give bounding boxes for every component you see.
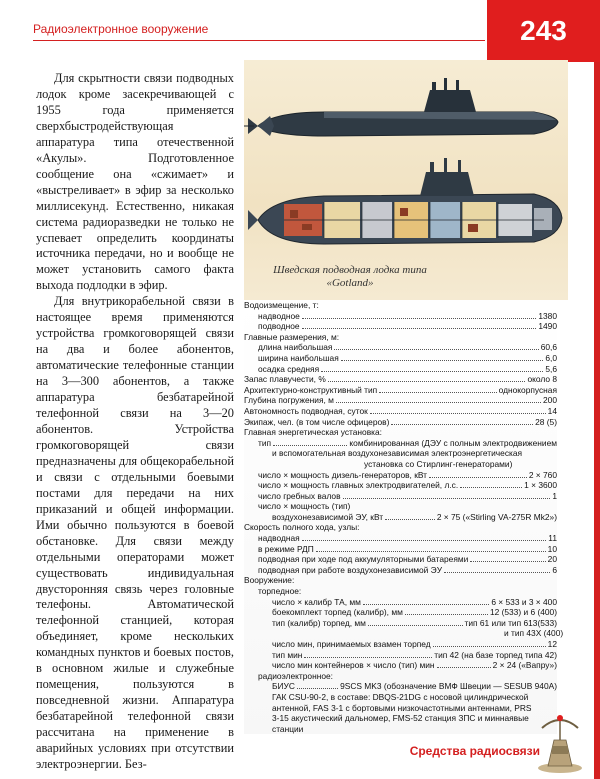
spec-leader [302,540,547,541]
spec-label: подводное [258,321,300,332]
spec-row [244,364,557,375]
spec-value: 6 × 533 и 3 × 400 [491,596,557,607]
spec-leader [405,614,488,615]
spec-leader [429,477,527,478]
spec-label: число мин, принимаемых взамен торпед [272,639,431,649]
spec-row [244,533,557,544]
spec-label: длина наибольшая [258,342,333,353]
spec-row [244,311,557,322]
spec-label: Экипаж, чел. (в том числе офицеров) [244,416,390,427]
spec-value: 11 [548,533,557,544]
spec-heading: ГАК CSU-90-2, в составе: DBQS-21DG с носовой цилиндрической [272,691,529,702]
spec-leader [328,381,526,382]
spec-leader [302,328,537,329]
spec-value: 12 (533) и 6 (400) [489,607,557,618]
spec-value: 5,6 [545,363,557,374]
spec-leader [370,413,546,414]
spec-value: 1 [552,490,557,501]
page-number: 243 [487,0,600,62]
spec-leader [470,561,545,562]
spec-leader [304,657,432,658]
spec-value: около 8 [527,374,557,385]
spec-heading: 3-15 акустический дальномер, FMS-52 станция ЗПС и миннаявые [272,713,529,724]
spec-leader [363,604,489,605]
spec-value: 12 [547,639,557,649]
illustration-caption [250,264,450,290]
spec-value: 1490 [538,321,557,332]
spec-value: 6,0 [545,352,557,363]
spec-heading: торпедное: [258,586,302,597]
spec-row [244,554,557,565]
spec-heading: антенной, FAS 3-1 с бортовыми низкочастотными антеннами, PRS [272,702,532,713]
spec-label: Запас плавучести, % [244,374,326,385]
spec-label: число × мощность дизель-генераторов, кВт [258,469,428,480]
spec-value: 28 (5) [535,416,557,427]
spec-heading: установка со Стирлинг-генераторами) [364,458,513,469]
spec-label: число × калибр ТА, мм [272,596,361,607]
spec-heading: число × мощность (тип) [258,501,351,512]
spec-heading: Главная энергетическая установка: [244,427,383,438]
spec-heading: станции [272,723,304,734]
spec-leader [444,572,550,573]
spec-label: подводная при работе воздухонезависимой ЭУ [258,564,443,575]
spec-value: комбинированная (ДЭУ с полным электродвижением [349,437,557,448]
spec-row [244,395,557,406]
submarine-cutaway-icon [248,158,562,244]
spec-leader [273,445,347,446]
spec-heading: Скорость полного хода, узлы: [244,522,360,533]
spec-row [244,385,557,396]
spec-value: 60,6 [540,342,557,353]
spec-label: воздухонезависимой ЭУ, кВт [272,511,384,522]
spec-row [244,512,557,523]
spec-row [244,607,557,618]
spec-label: тип (калибр) торпед, мм [272,617,366,628]
spec-value: 20 [547,554,557,565]
spec-row [244,660,557,671]
spec-table [244,300,564,734]
spec-row [244,597,557,608]
header-divider [33,40,485,41]
spec-label: число мин контейнеров × число (тип) мин [272,660,435,671]
spec-row [244,650,557,661]
caption-line: Шведская подводная лодка типа [273,264,427,276]
spec-value: 14 [547,405,557,416]
spec-row [244,565,557,576]
spec-value: 2 × 75 («Stirling VA-275R Mk2») [436,511,557,522]
spec-label: тип мин [272,649,303,660]
spec-label: БИУС [272,681,295,692]
spec-label: ширина наибольшая [258,352,339,363]
spec-value: 1380 [538,310,557,321]
spec-label: Архитектурно-конструктивный тип [244,384,378,395]
radio-station-icon [530,706,590,776]
caption-line: «Gotland» [326,277,374,289]
spec-value: 2 × 24 («Вапру») [492,660,557,671]
spec-heading: и вспомогательная воздухонезависимая электроэнергетическая [272,448,523,459]
spec-row [244,681,557,692]
spec-value: 10 [547,543,557,554]
spec-leader [391,424,533,425]
spec-leader [379,392,496,393]
spec-value: тип 42 (на базе торпед типа 42) [434,649,557,660]
edge-bar [594,62,600,779]
spec-label: надводная [258,533,300,544]
paragraph: Для скрытности связи подводных лодок кроме засекречивающей с 1955 года применяется сверхбыстродействующая аппаратура типа отечественной «Акулы». Подготовленное сообщение она «сжимает» и «выстреливает» в эфир за несколько миллисекунд. Естественно, никакая система радиоразведки не только не успевает определить координаты источника передачи, но и вообще не может установить самого факта выхода подлодки в эфир. [36,71,234,293]
spec-value: 6 [552,564,557,575]
spec-heading: Вооружение: [244,575,295,586]
spec-leader [385,519,435,520]
spec-leader [316,551,546,552]
spec-row [244,480,557,491]
spec-label: число гребных валов [258,490,341,501]
spec-row [244,321,557,332]
spec-label: тип [258,437,272,448]
paragraph: Для внутрикорабельной связи в настоящее время применяются устройства громкоговорящей связи на два и более абонентов, автоматические телефонные станции на 3—300 абонентов, а также аппаратура безбатарейной телефонной связи на 3—20 абонентов. Устройства громкоговорящей связи предназначены для общекорабельной и связи с отдельными боевыми постами для передачи на них приказаний и общей информации. Ими обычно пользуются в боевой обстановке. Для связи между отдельными операторами может существовать индивидуальная двусторонняя связь через головные телефоны. Автоматической телефонной станцией, которая объединяет, кроме нескольких командных пунктов и боевых постов, в основном жилые и служебные помещения, пользуются в повседневной жизни. Аппаратура безбатарейной телефонной связи рассчитана на применение в аварийных условиях при отсутствии электроэнергии. Без- [36,294,234,771]
spec-heading: и тип 43Х (400) [504,628,564,639]
spec-leader [368,625,463,626]
spec-leader [336,402,541,403]
spec-leader [341,360,544,361]
spec-label: подводная при ходе под аккумуляторными батареями [258,554,469,565]
spec-row [244,406,557,417]
spec-label: надводное [258,310,300,321]
spec-row [244,544,557,555]
spec-value: 2 × 760 [528,469,557,480]
submarine-profile-icon [244,78,558,136]
footer-section-name: Средства радиосвязи [409,744,540,758]
spec-leader [321,371,543,372]
spec-label: в режиме РДП [258,543,314,554]
spec-value: однокорпусная [498,384,557,395]
spec-row [244,417,557,428]
spec-label: Автономность подводная, суток [244,405,368,416]
spec-value: 1 × 3600 [524,480,557,491]
spec-leader [297,688,338,689]
section-title: Радиоэлектронное вооружение [33,22,209,36]
spec-value: тип 61 или тип 613(533) [464,617,557,628]
spec-row [244,342,557,353]
spec-value: 200 [543,395,557,406]
spec-row [244,470,557,481]
spec-row [244,618,557,629]
article-text [36,71,234,773]
spec-row [244,438,557,449]
spec-heading: радиоэлектронное: [258,670,333,681]
spec-row [244,491,557,502]
spec-leader [343,498,551,499]
spec-heading: Водоизмещение, т: [244,300,319,310]
spec-label: боекомплект торпед (калибр), мм [272,607,403,618]
spec-row [244,353,557,364]
spec-leader [334,349,538,350]
spec-value: 9SCS MK3 (обозначение ВМФ Швеции — SESUB 940A) [340,681,557,692]
spec-leader [302,318,537,319]
spec-row [244,374,557,385]
spec-leader [437,667,491,668]
spec-row [244,639,557,650]
spec-heading: Главные размерения, м: [244,331,340,342]
spec-leader [460,487,522,488]
spec-label: Глубина погружения, м [244,395,334,406]
spec-label: осадка средняя [258,363,320,374]
spec-label: число × мощность главных электродвигателей, л.с. [258,480,459,491]
spec-leader [433,646,546,647]
